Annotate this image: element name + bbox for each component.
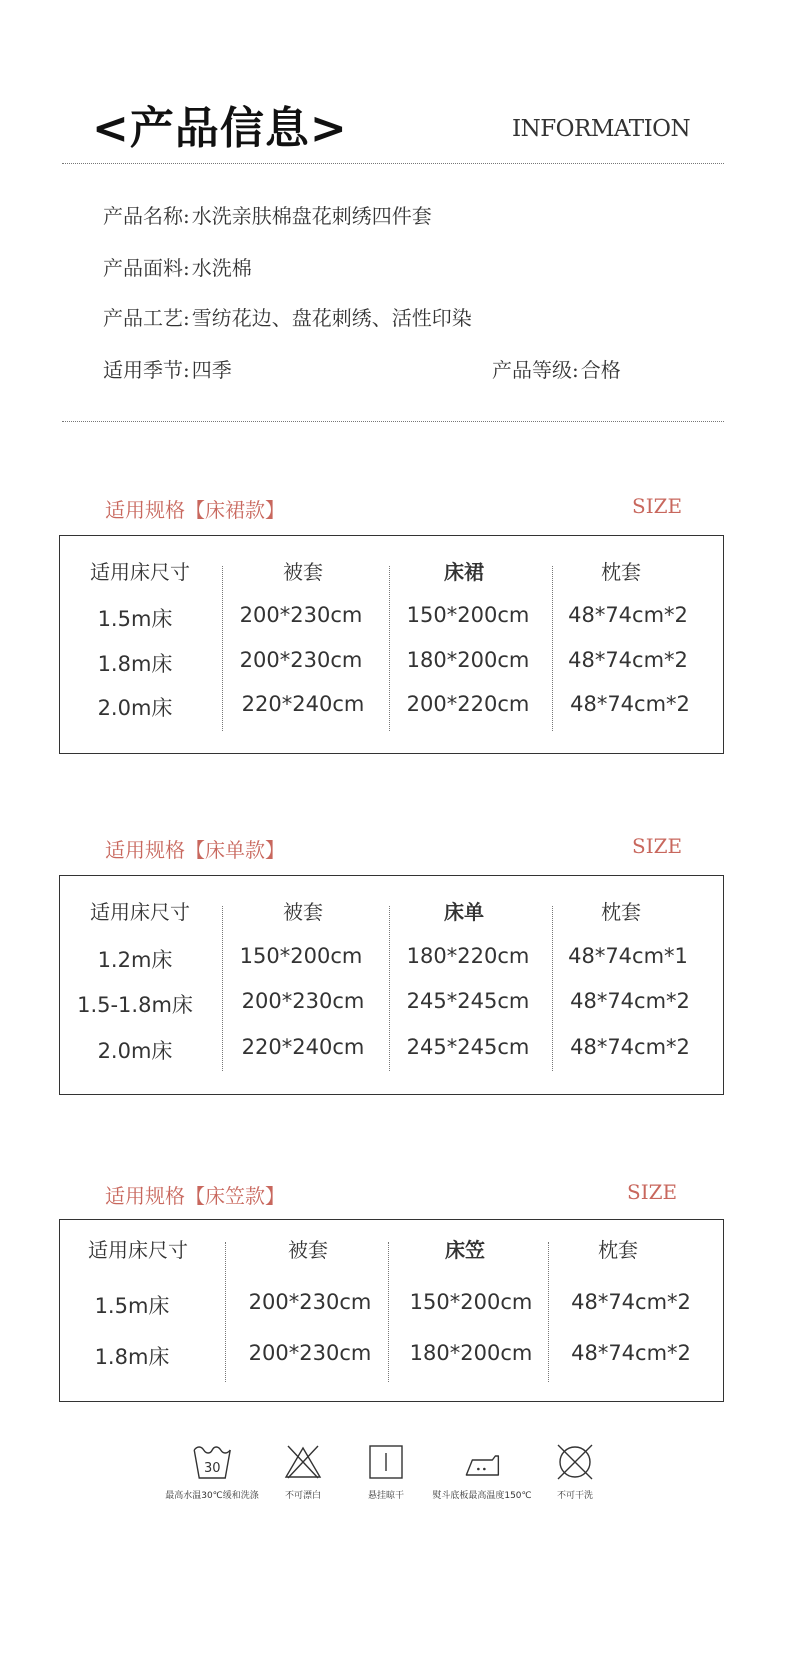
cell-bed-skirt: 180*200cm (406, 648, 530, 672)
divider-top (62, 163, 724, 164)
cell-pillowcase: 48*74cm*2 (571, 1341, 691, 1365)
cell-duvet-cover: 200*230cm (248, 1341, 372, 1365)
size-table-bed-skirt (59, 535, 724, 754)
info-value: 四季 (191, 358, 232, 382)
header-bed-size: 适用床尺寸 (90, 900, 190, 924)
care-no-dry-clean (555, 1444, 595, 1501)
cell-duvet-cover: 200*230cm (248, 1290, 372, 1314)
divider-bottom (62, 421, 724, 422)
cell-bed-sheet: 180*220cm (406, 944, 530, 968)
info-label: 产品面料: (103, 256, 190, 280)
care-wash (165, 1444, 259, 1501)
column-divider (552, 566, 553, 731)
care-iron (432, 1444, 531, 1501)
care-label: 不可漂白 (284, 1491, 321, 1501)
cell-pillowcase: 48*74cm*1 (568, 944, 688, 968)
info-craft (103, 302, 472, 331)
cell-duvet-cover: 200*230cm (239, 648, 363, 672)
column-divider (222, 906, 223, 1071)
care-label: 悬挂晾干 (367, 1491, 404, 1501)
cell-bed-size: 1.5-1.8m床 (77, 993, 193, 1017)
info-label: 产品工艺: (103, 306, 190, 330)
cell-pillowcase: 48*74cm*2 (570, 692, 690, 716)
cell-fitted-sheet: 180*200cm (409, 1341, 533, 1365)
wash-30-icon (192, 1444, 232, 1480)
hang-dry-icon (366, 1444, 406, 1480)
info-value: 雪纺花边、盘花刺绣、活性印染 (191, 306, 472, 330)
header-bed-size: 适用床尺寸 (88, 1238, 188, 1262)
column-divider (225, 1242, 226, 1382)
page-title-english: INFORMATION (512, 116, 691, 142)
header-bed-skirt: 床裙 (444, 560, 484, 584)
cell-bed-size: 1.8m床 (94, 1345, 170, 1369)
size-tag: SIZE (632, 834, 683, 858)
header-pillowcase: 枕套 (601, 560, 641, 584)
cell-bed-size: 1.5m床 (97, 607, 173, 631)
column-divider (388, 1242, 389, 1382)
cell-pillowcase: 48*74cm*2 (568, 648, 688, 672)
page-title: <产品信息> (92, 103, 348, 154)
cell-bed-skirt: 200*220cm (406, 692, 530, 716)
spec-title-bed-sheet: 适用规格【床单款】 (105, 838, 285, 862)
info-product-name (103, 200, 432, 229)
cell-bed-size: 1.8m床 (97, 652, 173, 676)
cell-fitted-sheet: 150*200cm (409, 1290, 533, 1314)
column-divider (389, 906, 390, 1071)
header-duvet-cover: 被套 (288, 1238, 328, 1262)
header-duvet-cover: 被套 (283, 560, 323, 584)
cell-duvet-cover: 220*240cm (241, 1035, 365, 1059)
size-tag: SIZE (632, 494, 683, 518)
care-label: 最高水温30℃缓和洗涤 (165, 1491, 259, 1501)
info-fabric (103, 252, 252, 281)
cell-bed-skirt: 150*200cm (406, 603, 530, 627)
cell-duvet-cover: 200*230cm (239, 603, 363, 627)
header-duvet-cover: 被套 (283, 900, 323, 924)
info-label: 产品名称: (103, 204, 190, 228)
wash-temp-number: 30 (203, 1461, 221, 1476)
no-bleach-icon (283, 1444, 323, 1480)
info-value: 合格 (580, 358, 621, 382)
care-label: 不可干洗 (556, 1491, 593, 1501)
spec-title-bed-skirt: 适用规格【床裙款】 (105, 498, 285, 522)
cell-bed-size: 1.5m床 (94, 1294, 170, 1318)
cell-duvet-cover: 150*200cm (239, 944, 363, 968)
info-label: 适用季节: (103, 358, 190, 382)
care-label: 熨斗底板最高温度150℃ (432, 1491, 532, 1501)
cell-pillowcase: 48*74cm*2 (570, 989, 690, 1013)
header-pillowcase: 枕套 (598, 1238, 638, 1262)
header-fitted-sheet: 床笠 (445, 1238, 485, 1262)
header-bed-sheet: 床单 (444, 900, 484, 924)
cell-bed-sheet: 245*245cm (406, 989, 530, 1013)
cell-pillowcase: 48*74cm*2 (568, 603, 688, 627)
header-bed-size: 适用床尺寸 (90, 560, 190, 584)
size-table-fitted-sheet (59, 1219, 724, 1402)
care-hang-dry (366, 1444, 406, 1501)
spec-title-fitted-sheet: 适用规格【床笠款】 (105, 1184, 285, 1208)
cell-duvet-cover: 220*240cm (241, 692, 365, 716)
cell-pillowcase: 48*74cm*2 (571, 1290, 691, 1314)
size-table-bed-sheet (59, 875, 724, 1095)
info-grade (492, 354, 621, 383)
no-dry-clean-icon (555, 1444, 595, 1480)
info-value: 水洗棉 (191, 256, 252, 280)
cell-bed-size: 1.2m床 (97, 948, 173, 972)
info-season (103, 354, 232, 383)
column-divider (389, 566, 390, 731)
column-divider (548, 1242, 549, 1382)
cell-duvet-cover: 200*230cm (241, 989, 365, 1013)
cell-pillowcase: 48*74cm*2 (570, 1035, 690, 1059)
column-divider (222, 566, 223, 731)
cell-bed-size: 2.0m床 (97, 696, 173, 720)
care-no-bleach (283, 1444, 323, 1501)
info-value: 水洗亲肤棉盘花刺绣四件套 (191, 204, 432, 228)
cell-bed-size: 2.0m床 (97, 1039, 173, 1063)
iron-150-icon (460, 1444, 504, 1480)
cell-bed-sheet: 245*245cm (406, 1035, 530, 1059)
size-tag: SIZE (627, 1180, 678, 1204)
info-label: 产品等级: (492, 358, 579, 382)
header-pillowcase: 枕套 (601, 900, 641, 924)
column-divider (552, 906, 553, 1071)
